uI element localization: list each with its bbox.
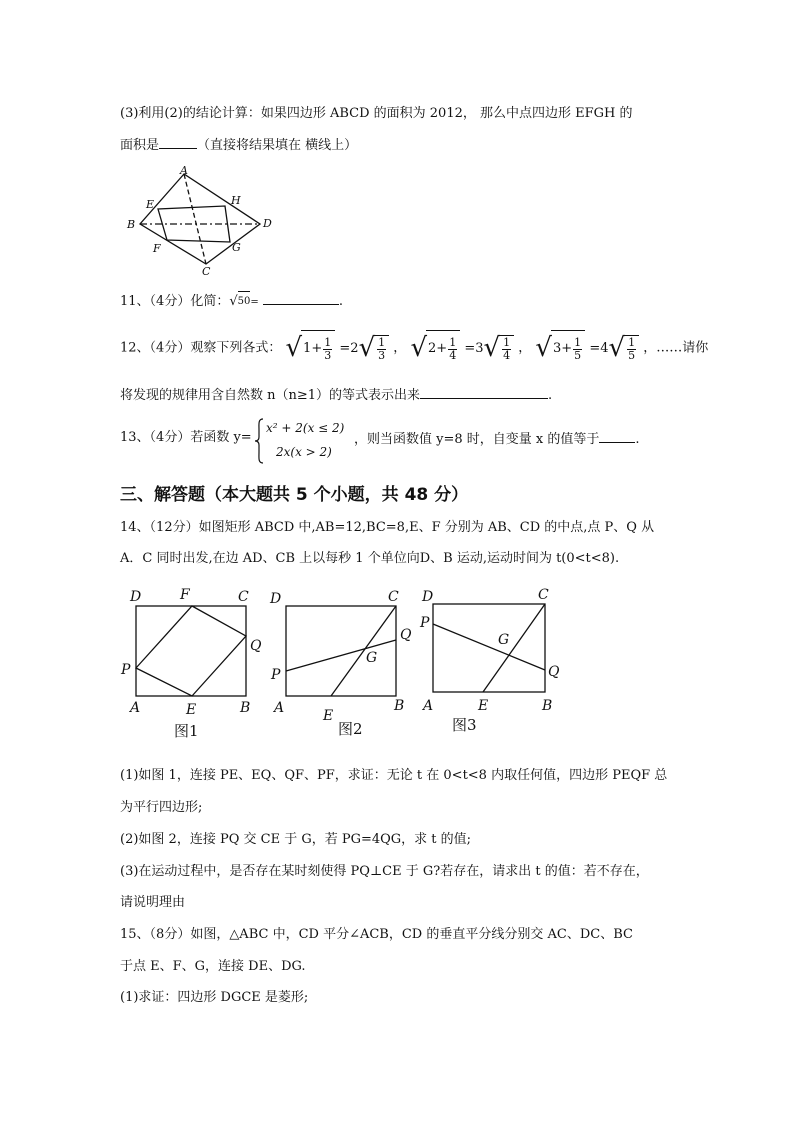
q13-prefix: 13、（4分）若函数 y= bbox=[120, 430, 252, 445]
term3-coef: 4 bbox=[600, 340, 609, 356]
q13-middle: ，则当函数值 y=8 时，自变量 x 的值等于 bbox=[354, 432, 600, 447]
fig1-label-p: P bbox=[121, 662, 131, 678]
q14-part3-line2: 请说明理由 bbox=[120, 895, 186, 910]
q13-case-1: x² + 2(x ≤ 2) bbox=[266, 421, 345, 435]
term3-rden: 5 bbox=[628, 348, 636, 362]
fig3-label-q: Q bbox=[548, 664, 560, 680]
fig3-label-c: C bbox=[538, 587, 549, 603]
fig1-rectangle bbox=[136, 606, 246, 696]
q12-comma-1: ， bbox=[393, 340, 407, 356]
fig3-label-p: P bbox=[420, 615, 430, 631]
q15-part1: (1)求证：四边形 DGCE 是菱形; bbox=[120, 990, 309, 1005]
fig3-label-a: A bbox=[423, 698, 434, 714]
term3-eq: = bbox=[589, 340, 601, 356]
label-b: B bbox=[127, 218, 136, 231]
q14-line1: 14、（12分）如图矩形 ABCD 中,AB=12,BC=8,E、F 分别为 AB、CD 的中点,点 P、Q 从 bbox=[120, 520, 655, 535]
diagonal-ac bbox=[184, 174, 206, 264]
term3-num: 1 bbox=[574, 335, 582, 349]
q14-part3-line1: (3)在运动过程中，是否存在某时刻使得 PQ⊥CE 于 G?若存在，请求出 t 的值：若不存在， bbox=[120, 864, 649, 879]
q12-answer-blank bbox=[420, 384, 548, 399]
q14-part1-line1: (1)如图 1，连接 PE、EQ、QF、PF，求证：无论 t 在 0<t<8 内取任何值，四边形 PEQF 总 bbox=[120, 768, 668, 783]
fig3-rectangle bbox=[433, 604, 545, 692]
q14-figures bbox=[118, 584, 578, 744]
fig3-line-pq bbox=[433, 624, 545, 670]
term1-rden: 3 bbox=[378, 348, 386, 362]
fig1-parallelogram-peqf bbox=[136, 606, 246, 696]
q13-rest bbox=[354, 428, 640, 450]
q12-comma-2: ， bbox=[518, 340, 532, 356]
term1-rnum: 1 bbox=[378, 335, 386, 349]
term2-eq: = bbox=[464, 340, 476, 356]
term2-rnum: 1 bbox=[503, 335, 511, 349]
q10-part3-line1: (3)利用(2)的结论计算：如果四边形 ABCD 的面积为 2012， 那么中点四边形 EFGH 的 bbox=[120, 106, 633, 121]
q10-part3-line2 bbox=[120, 134, 357, 156]
q12-suffix: ，……请你 bbox=[643, 340, 709, 356]
fig1-label-a: A bbox=[130, 700, 141, 716]
term3-whole: 3 bbox=[552, 341, 562, 356]
fig2-label-b: B bbox=[394, 698, 405, 714]
fig2-label-a: A bbox=[274, 700, 285, 716]
fig2-line-ce bbox=[331, 606, 396, 696]
term1-den: 3 bbox=[324, 348, 332, 362]
term2-den: 4 bbox=[449, 348, 457, 362]
term1-whole: 1 bbox=[303, 341, 312, 356]
q13-suffix: . bbox=[635, 432, 640, 447]
fig2-label-p: P bbox=[271, 667, 281, 683]
q13-answer-blank bbox=[599, 428, 635, 443]
fig1-label-b: B bbox=[240, 700, 251, 716]
label-h: H bbox=[231, 194, 241, 207]
term1-plus: + bbox=[311, 341, 323, 356]
fig2-label-d: D bbox=[270, 591, 282, 607]
q10-instruction: （直接将结果填在 横线上） bbox=[197, 138, 358, 153]
q11-suffix: . bbox=[338, 294, 344, 309]
term2-rden: 4 bbox=[503, 348, 511, 362]
q12-line2-text: 将发现的规律用含自然数 n（n≥1）的等式表示出来 bbox=[120, 388, 421, 403]
q12-prefix: 12、（4分）观察下列各式： bbox=[120, 340, 282, 356]
term3-plus: + bbox=[561, 341, 573, 356]
fig1-label-e: E bbox=[186, 702, 197, 718]
q12-term-2: √ 2 + $\frac{1}{4}$ =3 √ $\frac{1}{4}$ bbox=[410, 341, 518, 356]
label-d: D bbox=[263, 217, 272, 230]
term2-coef: 3 bbox=[475, 340, 484, 356]
q15-line2: 于点 E、F、G，连接 DE、DG. bbox=[120, 959, 306, 974]
fig1-caption: 图1 bbox=[174, 722, 199, 740]
fig2-label-e: E bbox=[323, 708, 334, 724]
label-e: E bbox=[146, 198, 155, 211]
q14-part1-line2: 为平行四边形; bbox=[120, 800, 203, 815]
fig3-label-b: B bbox=[542, 698, 553, 714]
fig3-label-e: E bbox=[478, 698, 489, 714]
label-a: A bbox=[180, 166, 188, 177]
fig1-label-f: F bbox=[180, 587, 190, 603]
q13-case-2: 2x(x > 2) bbox=[276, 445, 332, 459]
q11-radicand: 50 bbox=[238, 291, 251, 312]
q15-line1: 15、（8分）如图，△ABC 中，CD 平分∠ACB，CD 的垂直平分线分别交 AC、DC、BC bbox=[120, 927, 633, 942]
label-f: F bbox=[153, 242, 161, 255]
fig2-label-g: G bbox=[366, 650, 378, 666]
term1-eq: = bbox=[339, 340, 351, 356]
label-c: C bbox=[202, 265, 211, 278]
term2-num: 1 bbox=[449, 335, 457, 349]
q12-term-3: √ 3 + $\frac{1}{5}$ =4 √ $\frac{1}{5}$ bbox=[535, 341, 643, 356]
term1-num: 1 bbox=[324, 335, 332, 349]
q12 bbox=[120, 330, 708, 366]
fig2-label-q: Q bbox=[400, 627, 412, 643]
fig1-label-d: D bbox=[130, 589, 142, 605]
term1-coef: 2 bbox=[350, 340, 359, 356]
q10-area-text: 面积是 bbox=[120, 138, 160, 153]
fig2-caption: 图2 bbox=[338, 720, 363, 738]
section-3-title: 三、解答题（本大题共 5 个小题，共 48 分） bbox=[120, 485, 469, 505]
q12-line2-end: . bbox=[548, 388, 553, 403]
fig1-label-c: C bbox=[238, 589, 249, 605]
fig2-line-pq bbox=[286, 640, 396, 671]
term3-den: 5 bbox=[574, 348, 582, 362]
term3-rnum: 1 bbox=[628, 335, 636, 349]
fig3-caption: 图3 bbox=[452, 716, 477, 734]
fig2-label-c: C bbox=[388, 589, 399, 605]
q12-line2 bbox=[120, 384, 552, 406]
q14-part2: (2)如图 2，连接 PQ 交 CE 于 G，若 PG=4QG，求 t 的值; bbox=[120, 832, 472, 847]
fig3-label-g: G bbox=[498, 632, 510, 648]
fig1-label-q: Q bbox=[250, 638, 262, 654]
term2-whole: 2 bbox=[428, 341, 437, 356]
fig3-label-d: D bbox=[422, 589, 434, 605]
q10-answer-blank bbox=[159, 134, 197, 149]
q10-quadrilateral-figure bbox=[122, 166, 278, 278]
q11 bbox=[120, 290, 343, 313]
q11-equals: = bbox=[250, 297, 259, 308]
term2-plus: + bbox=[436, 341, 448, 356]
q11-radical: √ 50 bbox=[229, 291, 250, 312]
label-g: G bbox=[232, 241, 241, 254]
q14-line2: A．C 同时出发,在边 AD、CB 上以每秒 1 个单位向D、B 运动,运动时间为 t(0<t<8). bbox=[120, 551, 620, 566]
q11-answer-blank bbox=[263, 290, 339, 305]
q12-term-1: √ 1 + $\frac{1}{3}$ =2 √ $\frac{1}{3}$ bbox=[285, 341, 393, 356]
q11-prefix: 11、（4分）化简： bbox=[120, 294, 230, 309]
q13-piecewise-brace bbox=[254, 418, 264, 464]
